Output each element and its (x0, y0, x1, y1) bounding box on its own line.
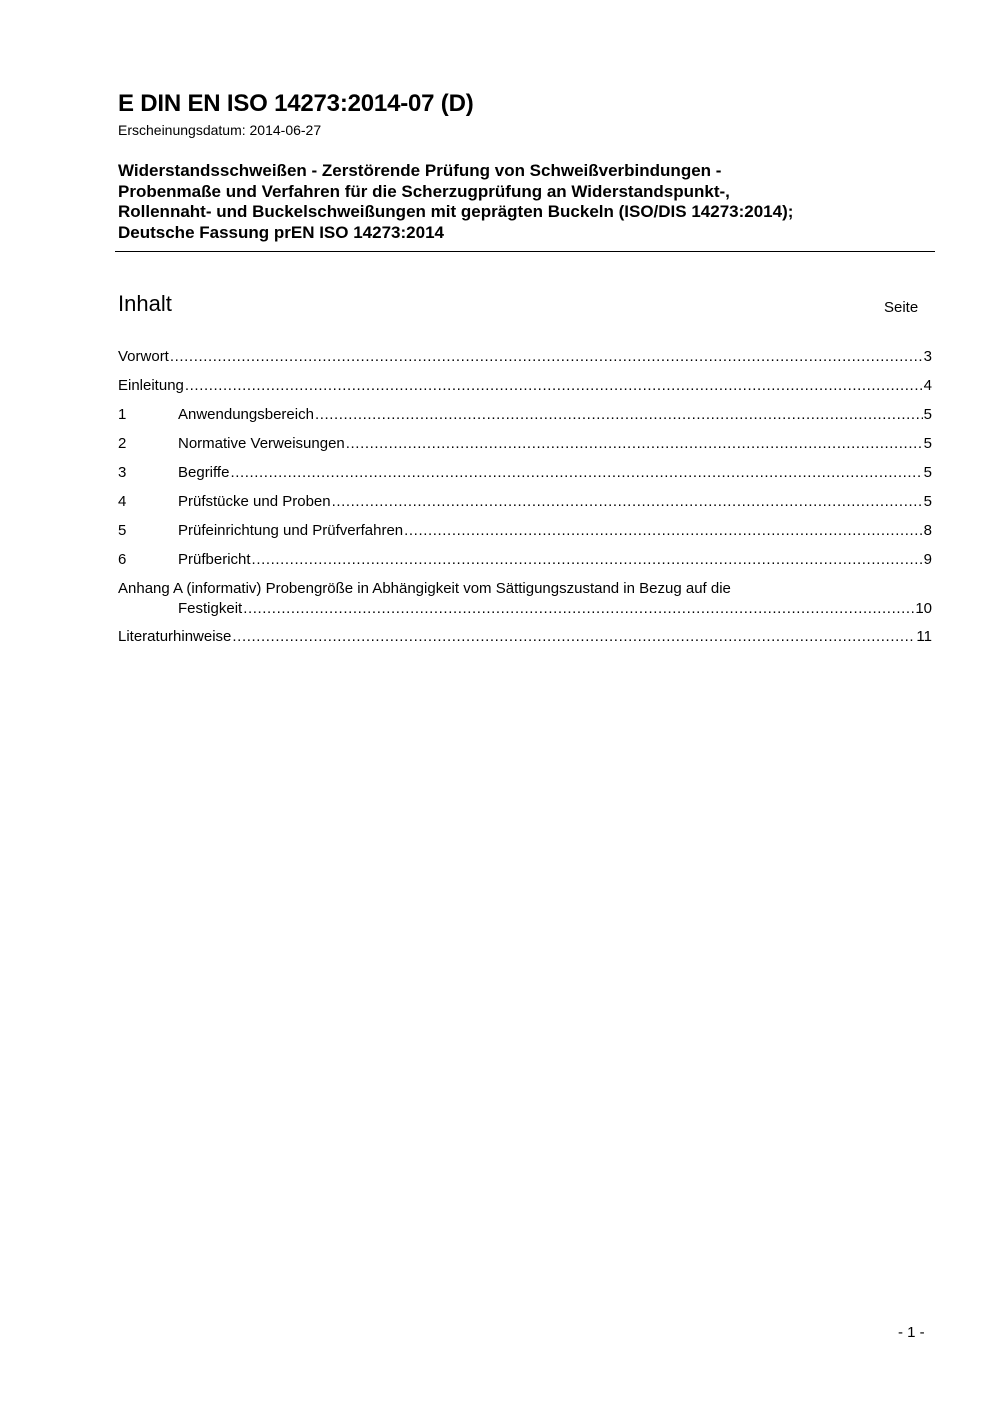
toc-entry-page: 5 (923, 406, 932, 423)
toc-heading: Inhalt (118, 291, 172, 316)
toc-dot-leader (332, 492, 923, 512)
toc-entry-page: 9 (923, 551, 932, 568)
toc-entry-label: Literaturhinweise (118, 628, 232, 645)
table-of-contents (118, 347, 932, 656)
toc-entry-label: Prüfbericht (178, 551, 251, 568)
toc-entry-vorwort[interactable] (118, 347, 932, 376)
document-id: E DIN EN ISO 14273:2014-07 (D) (118, 90, 474, 117)
toc-dot-leader (315, 405, 923, 425)
toc-entry-label-continuation: Festigkeit (178, 600, 243, 617)
title-line: Rollennaht- und Buckelschweißungen mit geprägten Buckeln (ISO/DIS 14273:2014); (118, 202, 794, 221)
toc-entry-literaturhinweise[interactable] (118, 627, 932, 656)
title-line: Probenmaße und Verfahren für die Scherzugprüfung an Widerstandspunkt-, (118, 181, 730, 201)
toc-entry-normative-verweisungen[interactable] (118, 434, 932, 463)
toc-entry-page: 10 (915, 600, 932, 617)
toc-entry-label: Vorwort (118, 348, 169, 365)
toc-dot-leader (170, 347, 923, 367)
toc-entry-label: Prüfstücke und Proben (178, 493, 331, 510)
toc-entry-label: Normative Verweisungen (178, 435, 345, 452)
toc-entry-label: Anwendungsbereich (178, 406, 314, 423)
toc-dot-leader (185, 376, 923, 396)
toc-entry-label: Begriffe (178, 464, 230, 481)
document-title (118, 161, 938, 243)
toc-entry-pruefstuecke[interactable] (118, 492, 932, 521)
toc-entry-page: 5 (923, 464, 932, 481)
toc-entry-label: Prüfeinrichtung und Prüfverfahren (178, 522, 404, 539)
publication-date: Erscheinungsdatum: 2014-06-27 (118, 122, 322, 138)
toc-entry-anhang-a[interactable] (118, 579, 932, 627)
toc-entry-number: 4 (118, 493, 127, 510)
toc-entry-pruefbericht[interactable] (118, 550, 932, 579)
toc-entry-page: 3 (923, 348, 932, 365)
toc-entry-begriffe[interactable] (118, 463, 932, 492)
toc-dot-leader (252, 550, 923, 570)
toc-dot-leader (230, 463, 922, 483)
title-line: Widerstandsschweißen - Zerstörende Prüfung von Schweißverbindungen - (118, 161, 722, 180)
toc-dot-leader (232, 627, 915, 647)
toc-entry-page: 8 (923, 522, 932, 539)
page-number: - 1 - (898, 1324, 925, 1341)
toc-entry-label: Anhang A (informativ) Probengröße in Abhängigkeit vom Sättigungszustand in Bezug auf die (118, 580, 731, 597)
toc-entry-number: 3 (118, 464, 127, 481)
toc-entry-page: 5 (923, 493, 932, 510)
toc-entry-page: 4 (923, 377, 932, 394)
toc-dot-leader (243, 599, 914, 619)
title-divider (115, 251, 935, 252)
toc-entry-page: 5 (923, 435, 932, 452)
toc-dot-leader (404, 521, 923, 541)
toc-entry-label: Einleitung (118, 377, 184, 394)
toc-entry-pruefeinrichtung[interactable] (118, 521, 932, 550)
toc-entry-number: 1 (118, 406, 127, 423)
toc-entry-number: 2 (118, 435, 127, 452)
toc-entry-page: 11 (916, 628, 932, 645)
toc-entry-number: 5 (118, 522, 127, 539)
title-line: Deutsche Fassung prEN ISO 14273:2014 (118, 222, 444, 242)
toc-page-column-label: Seite (884, 299, 919, 316)
toc-dot-leader (346, 434, 923, 454)
toc-entry-number: 6 (118, 551, 127, 568)
toc-entry-anwendungsbereich[interactable] (118, 405, 932, 434)
toc-entry-einleitung[interactable] (118, 376, 932, 405)
